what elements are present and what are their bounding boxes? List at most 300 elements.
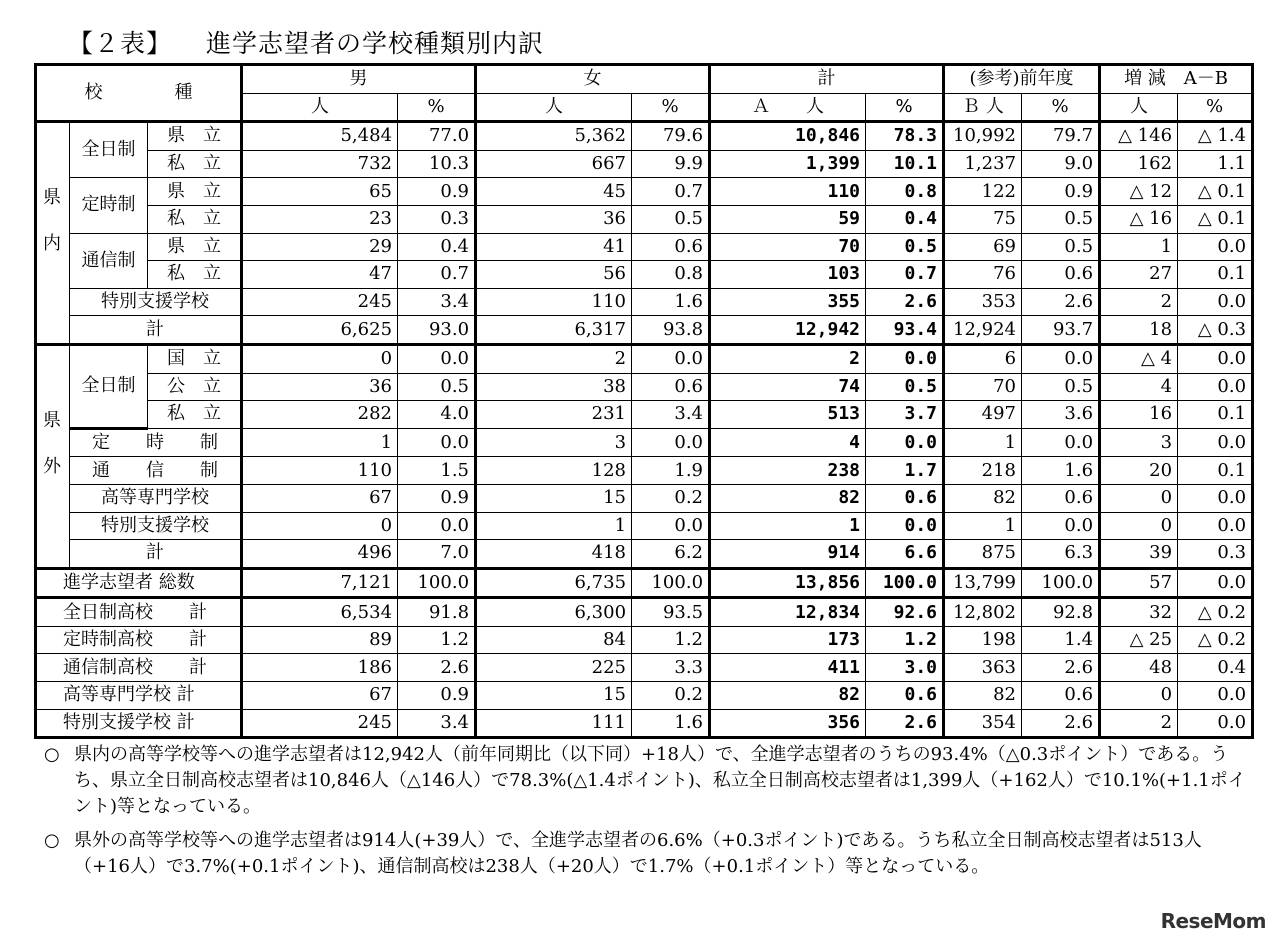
female-percent: 0.8: [632, 261, 710, 289]
prev-count: 198: [944, 626, 1022, 654]
table-row: [36, 122, 1253, 151]
total-count: 82: [710, 484, 866, 512]
diff-count: 39: [1100, 540, 1178, 569]
male-percent: 0.9: [398, 178, 476, 206]
header-prev-percent: %: [1022, 93, 1100, 122]
total-percent: 0.6: [866, 484, 944, 512]
table-row: [36, 709, 1253, 738]
female-count: 128: [476, 457, 632, 485]
school-subtype-label: 県 立: [148, 178, 242, 206]
female-count: 111: [476, 709, 632, 738]
male-count: 496: [242, 540, 398, 569]
total-percent: 1.2: [866, 626, 944, 654]
diff-percent: 0.0: [1178, 288, 1253, 316]
prev-percent: 92.8: [1022, 598, 1100, 627]
total-count: 513: [710, 401, 866, 429]
prev-count: 363: [944, 654, 1022, 682]
total-count: 74: [710, 373, 866, 401]
header-diff-person: 人: [1100, 93, 1178, 122]
page-title: [68, 24, 544, 60]
female-percent: 0.6: [632, 373, 710, 401]
header-male-person: 人: [242, 93, 398, 122]
total-count: 356: [710, 709, 866, 738]
prev-count: 875: [944, 540, 1022, 569]
school-type-label: 特別支援学校: [70, 512, 242, 540]
header-total: 計: [710, 65, 944, 94]
female-count: 38: [476, 373, 632, 401]
category-total-label: 定時制高校 計: [36, 626, 242, 654]
prev-percent: 100.0: [1022, 568, 1100, 598]
male-percent: 100.0: [398, 568, 476, 598]
diff-count: △ 12: [1100, 178, 1178, 206]
female-percent: 0.0: [632, 512, 710, 540]
category-total-label: 通信制高校 計: [36, 654, 242, 682]
male-percent: 10.3: [398, 150, 476, 178]
male-percent: 91.8: [398, 598, 476, 627]
diff-percent: 0.3: [1178, 540, 1253, 569]
male-percent: 0.5: [398, 373, 476, 401]
total-count: 110: [710, 178, 866, 206]
female-percent: 1.6: [632, 288, 710, 316]
total-count: 355: [710, 288, 866, 316]
table-number: 【２表】: [68, 29, 173, 58]
prev-count: 353: [944, 288, 1022, 316]
total-percent: 0.4: [866, 205, 944, 233]
note-bullet: ○: [44, 744, 60, 765]
male-count: 65: [242, 178, 398, 206]
male-count: 1: [242, 428, 398, 457]
prev-percent: 0.6: [1022, 261, 1100, 289]
group-label-kennai: [36, 122, 70, 345]
prev-count: 122: [944, 178, 1022, 206]
group-label-text: 県内: [40, 187, 61, 280]
male-percent: 0.9: [398, 682, 476, 710]
table-row: [36, 598, 1253, 627]
school-type-label: 特別支援学校: [70, 288, 242, 316]
male-count: 110: [242, 457, 398, 485]
female-percent: 0.0: [632, 344, 710, 373]
prev-percent: 9.0: [1022, 150, 1100, 178]
diff-percent: 0.0: [1178, 373, 1253, 401]
prev-percent: 0.6: [1022, 682, 1100, 710]
diff-percent: 0.0: [1178, 512, 1253, 540]
female-count: 1: [476, 512, 632, 540]
male-count: 186: [242, 654, 398, 682]
table-row: [36, 626, 1253, 654]
female-percent: 93.8: [632, 316, 710, 345]
total-percent: 0.6: [866, 682, 944, 710]
total-percent: 2.6: [866, 288, 944, 316]
female-percent: 0.7: [632, 178, 710, 206]
total-percent: 0.0: [866, 344, 944, 373]
total-count: 1: [710, 512, 866, 540]
total-count: 10,846: [710, 122, 866, 151]
prev-count: 82: [944, 484, 1022, 512]
prev-count: 1,237: [944, 150, 1022, 178]
male-percent: 0.0: [398, 344, 476, 373]
male-percent: 7.0: [398, 540, 476, 569]
school-subtype-label: 私 立: [148, 261, 242, 289]
diff-percent: 0.0: [1178, 344, 1253, 373]
diff-count: △ 25: [1100, 626, 1178, 654]
table-row: [36, 512, 1253, 540]
female-percent: 0.5: [632, 205, 710, 233]
total-count: 914: [710, 540, 866, 569]
total-count: 4: [710, 428, 866, 457]
prev-percent: 1.6: [1022, 457, 1100, 485]
table-row: [36, 568, 1253, 598]
school-type-label: 定 時 制: [70, 428, 242, 457]
total-percent: 3.0: [866, 654, 944, 682]
female-count: 15: [476, 484, 632, 512]
male-percent: 0.9: [398, 484, 476, 512]
category-total-label: 全日制高校 計: [36, 598, 242, 627]
female-count: 2: [476, 344, 632, 373]
diff-count: 1: [1100, 233, 1178, 261]
diff-count: 20: [1100, 457, 1178, 485]
total-percent: 0.0: [866, 512, 944, 540]
female-count: 225: [476, 654, 632, 682]
school-type-label: 全日制: [70, 344, 148, 428]
total-count: 70: [710, 233, 866, 261]
total-count: 103: [710, 261, 866, 289]
prev-count: 76: [944, 261, 1022, 289]
prev-percent: 79.7: [1022, 122, 1100, 151]
table-row: [36, 316, 1253, 345]
male-count: 0: [242, 512, 398, 540]
diff-count: △ 146: [1100, 122, 1178, 151]
total-percent: 0.5: [866, 373, 944, 401]
male-count: 245: [242, 288, 398, 316]
header-female-person: 人: [476, 93, 632, 122]
total-percent: 0.7: [866, 261, 944, 289]
school-subtype-label: 県 立: [148, 233, 242, 261]
prev-percent: 0.0: [1022, 344, 1100, 373]
prev-count: 1: [944, 428, 1022, 457]
diff-percent: 0.0: [1178, 233, 1253, 261]
diff-count: 27: [1100, 261, 1178, 289]
school-type-label: 全日制: [70, 122, 148, 178]
prev-count: 354: [944, 709, 1022, 738]
prev-percent: 0.6: [1022, 484, 1100, 512]
female-count: 110: [476, 288, 632, 316]
prev-percent: 2.6: [1022, 654, 1100, 682]
diff-count: 2: [1100, 709, 1178, 738]
male-count: 5,484: [242, 122, 398, 151]
female-count: 6,300: [476, 598, 632, 627]
school-type-label: 定時制: [70, 178, 148, 233]
total-percent: 93.4: [866, 316, 944, 345]
table-row: [36, 428, 1253, 457]
diff-percent: △ 0.1: [1178, 205, 1253, 233]
table-row: [36, 373, 1253, 401]
diff-percent: 0.1: [1178, 261, 1253, 289]
male-percent: 3.4: [398, 709, 476, 738]
male-count: 29: [242, 233, 398, 261]
grand-total-label: 進学志望者 総数: [36, 568, 242, 598]
male-percent: 93.0: [398, 316, 476, 345]
total-percent: 92.6: [866, 598, 944, 627]
table-row: [36, 540, 1253, 569]
diff-percent: 0.0: [1178, 682, 1253, 710]
female-count: 15: [476, 682, 632, 710]
resemom-logo: ReseMom: [1160, 909, 1266, 933]
header-male: 男: [242, 65, 476, 94]
female-percent: 0.6: [632, 233, 710, 261]
note-2: [44, 828, 1254, 880]
diff-percent: △ 0.1: [1178, 178, 1253, 206]
male-count: 23: [242, 205, 398, 233]
prev-percent: 0.9: [1022, 178, 1100, 206]
data-table: [34, 63, 1254, 739]
prev-percent: 0.5: [1022, 373, 1100, 401]
male-percent: 3.4: [398, 288, 476, 316]
female-count: 231: [476, 401, 632, 429]
male-count: 7,121: [242, 568, 398, 598]
prev-percent: 93.7: [1022, 316, 1100, 345]
female-percent: 1.9: [632, 457, 710, 485]
header-prev-person: Ｂ 人: [944, 93, 1022, 122]
total-count: 411: [710, 654, 866, 682]
female-count: 667: [476, 150, 632, 178]
diff-count: 18: [1100, 316, 1178, 345]
school-type-label: 計: [70, 316, 242, 345]
male-count: 67: [242, 484, 398, 512]
prev-percent: 0.0: [1022, 512, 1100, 540]
school-subtype-label: 県 立: [148, 122, 242, 151]
male-count: 89: [242, 626, 398, 654]
total-percent: 2.6: [866, 709, 944, 738]
prev-count: 82: [944, 682, 1022, 710]
female-percent: 3.3: [632, 654, 710, 682]
prev-count: 13,799: [944, 568, 1022, 598]
table-row: [36, 654, 1253, 682]
note-1: [44, 742, 1254, 820]
diff-count: 16: [1100, 401, 1178, 429]
male-percent: 2.6: [398, 654, 476, 682]
header-total-person: Ａ 人: [710, 93, 866, 122]
diff-percent: △ 0.3: [1178, 316, 1253, 345]
prev-count: 69: [944, 233, 1022, 261]
prev-count: 1: [944, 512, 1022, 540]
prev-count: 6: [944, 344, 1022, 373]
prev-percent: 0.0: [1022, 428, 1100, 457]
diff-count: 4: [1100, 373, 1178, 401]
female-percent: 0.2: [632, 682, 710, 710]
female-count: 6,735: [476, 568, 632, 598]
total-count: 82: [710, 682, 866, 710]
note-text: 県内の高等学校等への進学志望者は12,942人（前年同期比（以下同）+18人）で、全進学志望者のうちの93.4%（△0.3ポイント）である。うち、県立全日制高校志望者は10,846人（△146人）で78.3%(△1.4ポイント)、私立全日制高校志望者は1,399人（+162人）で10.1%(+1.1ポイント)等となっている。: [74, 744, 1246, 817]
diff-count: 3: [1100, 428, 1178, 457]
prev-count: 75: [944, 205, 1022, 233]
male-percent: 77.0: [398, 122, 476, 151]
female-percent: 1.2: [632, 626, 710, 654]
diff-percent: 0.4: [1178, 654, 1253, 682]
male-percent: 1.5: [398, 457, 476, 485]
male-percent: 0.0: [398, 428, 476, 457]
male-count: 282: [242, 401, 398, 429]
male-count: 6,534: [242, 598, 398, 627]
diff-percent: 0.0: [1178, 428, 1253, 457]
male-percent: 1.2: [398, 626, 476, 654]
female-count: 56: [476, 261, 632, 289]
diff-percent: △ 0.2: [1178, 598, 1253, 627]
total-count: 1,399: [710, 150, 866, 178]
header-school-type: 校 種: [36, 65, 242, 122]
female-percent: 6.2: [632, 540, 710, 569]
table-row: [36, 178, 1253, 206]
table-row: [36, 401, 1253, 429]
notes: [44, 742, 1254, 888]
diff-count: 0: [1100, 484, 1178, 512]
table-row: [36, 484, 1253, 512]
note-text: 県外の高等学校等への進学志望者は914人(+39人）で、全進学志望者の6.6%（+0.3ポイント)である。うち私立全日制高校志望者は513人（+16人）で3.7%(+0.1ポイント)、通信制高校は238人（+20人）で1.7%（+0.1ポイント）等となっている。: [74, 830, 1202, 877]
prev-percent: 1.4: [1022, 626, 1100, 654]
school-type-label: 高等専門学校: [70, 484, 242, 512]
total-percent: 6.6: [866, 540, 944, 569]
female-percent: 3.4: [632, 401, 710, 429]
table-row: [36, 205, 1253, 233]
total-percent: 10.1: [866, 150, 944, 178]
female-percent: 9.9: [632, 150, 710, 178]
table-row: [36, 261, 1253, 289]
female-percent: 93.5: [632, 598, 710, 627]
diff-percent: 0.1: [1178, 457, 1253, 485]
male-count: 47: [242, 261, 398, 289]
group-label-kengai: [36, 344, 70, 568]
female-count: 3: [476, 428, 632, 457]
total-count: 2: [710, 344, 866, 373]
prev-count: 12,802: [944, 598, 1022, 627]
header-diff-percent: %: [1178, 93, 1253, 122]
diff-percent: 0.0: [1178, 484, 1253, 512]
male-percent: 0.0: [398, 512, 476, 540]
school-subtype-label: 国 立: [148, 344, 242, 373]
note-bullet: ○: [44, 830, 60, 851]
diff-count: 0: [1100, 512, 1178, 540]
category-total-label: 特別支援学校 計: [36, 709, 242, 738]
total-percent: 0.5: [866, 233, 944, 261]
table-title: 進学志望者の学校種類別内訳: [206, 29, 545, 58]
diff-count: △ 4: [1100, 344, 1178, 373]
header-prev-year: (参考)前年度: [944, 65, 1100, 94]
prev-percent: 2.6: [1022, 288, 1100, 316]
diff-count: 2: [1100, 288, 1178, 316]
male-count: 245: [242, 709, 398, 738]
female-count: 36: [476, 205, 632, 233]
prev-count: 218: [944, 457, 1022, 485]
female-count: 41: [476, 233, 632, 261]
header-female-percent: %: [632, 93, 710, 122]
diff-count: 162: [1100, 150, 1178, 178]
prev-percent: 0.5: [1022, 205, 1100, 233]
male-percent: 0.7: [398, 261, 476, 289]
total-percent: 0.0: [866, 428, 944, 457]
school-subtype-label: 公 立: [148, 373, 242, 401]
total-percent: 100.0: [866, 568, 944, 598]
diff-percent: 0.0: [1178, 709, 1253, 738]
male-count: 0: [242, 344, 398, 373]
total-count: 173: [710, 626, 866, 654]
female-percent: 0.2: [632, 484, 710, 512]
prev-count: 10,992: [944, 122, 1022, 151]
table-row: [36, 233, 1253, 261]
prev-percent: 2.6: [1022, 709, 1100, 738]
diff-count: 0: [1100, 682, 1178, 710]
school-subtype-label: 私 立: [148, 205, 242, 233]
female-count: 5,362: [476, 122, 632, 151]
prev-percent: 3.6: [1022, 401, 1100, 429]
header-total-percent: %: [866, 93, 944, 122]
total-count: 59: [710, 205, 866, 233]
female-count: 84: [476, 626, 632, 654]
prev-percent: 0.5: [1022, 233, 1100, 261]
total-percent: 3.7: [866, 401, 944, 429]
header-male-percent: %: [398, 93, 476, 122]
total-percent: 0.8: [866, 178, 944, 206]
total-count: 238: [710, 457, 866, 485]
female-percent: 1.6: [632, 709, 710, 738]
total-count: 12,834: [710, 598, 866, 627]
diff-count: △ 16: [1100, 205, 1178, 233]
male-percent: 4.0: [398, 401, 476, 429]
male-count: 732: [242, 150, 398, 178]
prev-percent: 6.3: [1022, 540, 1100, 569]
diff-count: 48: [1100, 654, 1178, 682]
prev-count: 497: [944, 401, 1022, 429]
table-row: [36, 682, 1253, 710]
diff-percent: 0.1: [1178, 401, 1253, 429]
female-count: 418: [476, 540, 632, 569]
table-row: [36, 288, 1253, 316]
prev-count: 70: [944, 373, 1022, 401]
male-count: 36: [242, 373, 398, 401]
diff-percent: 1.1: [1178, 150, 1253, 178]
total-count: 13,856: [710, 568, 866, 598]
school-type-label: 通信制: [70, 233, 148, 288]
diff-count: 32: [1100, 598, 1178, 627]
school-type-label: 通 信 制: [70, 457, 242, 485]
total-count: 12,942: [710, 316, 866, 345]
table-row: [36, 457, 1253, 485]
female-percent: 100.0: [632, 568, 710, 598]
diff-percent: 0.0: [1178, 568, 1253, 598]
female-count: 6,317: [476, 316, 632, 345]
school-subtype-label: 私 立: [148, 150, 242, 178]
total-percent: 1.7: [866, 457, 944, 485]
male-percent: 0.4: [398, 233, 476, 261]
group-label-text: 県外: [40, 410, 61, 503]
school-type-label: 計: [70, 540, 242, 569]
female-percent: 0.0: [632, 428, 710, 457]
total-percent: 78.3: [866, 122, 944, 151]
male-count: 67: [242, 682, 398, 710]
header-female: 女: [476, 65, 710, 94]
prev-count: 12,924: [944, 316, 1022, 345]
category-total-label: 高等専門学校 計: [36, 682, 242, 710]
male-count: 6,625: [242, 316, 398, 345]
header-diff: 増 減 A－B: [1100, 65, 1253, 94]
diff-percent: △ 1.4: [1178, 122, 1253, 151]
school-subtype-label: 私 立: [148, 401, 242, 429]
table-row: [36, 344, 1253, 373]
table-row: [36, 150, 1253, 178]
diff-percent: △ 0.2: [1178, 626, 1253, 654]
female-percent: 79.6: [632, 122, 710, 151]
diff-count: 57: [1100, 568, 1178, 598]
male-percent: 0.3: [398, 205, 476, 233]
female-count: 45: [476, 178, 632, 206]
